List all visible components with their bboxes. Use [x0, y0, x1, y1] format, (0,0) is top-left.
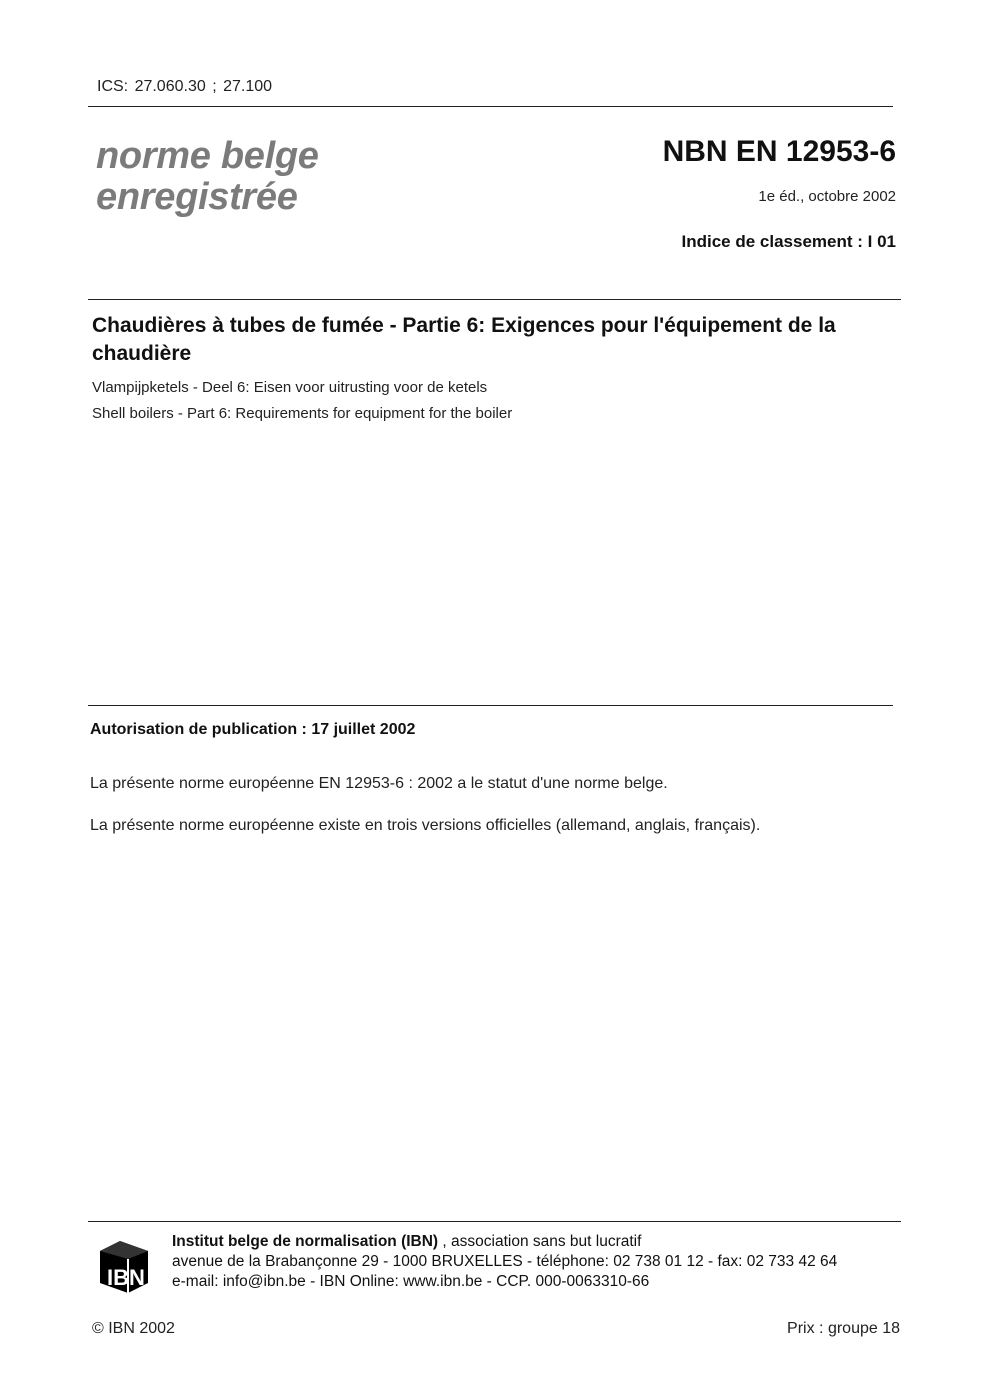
title-dutch: Vlampijpketels - Deel 6: Eisen voor uitrusting voor de ketels [92, 379, 488, 396]
header-rule [88, 106, 893, 107]
body-rule [88, 705, 893, 706]
title-english: Shell boilers - Part 6: Requirements for equipment for the boiler [92, 405, 513, 422]
price-group: Prix : groupe 18 [787, 1320, 900, 1337]
copyright: © IBN 2002 [92, 1320, 175, 1337]
institute-address: avenue de la Brabançonne 29 - 1000 BRUXELLES - téléphone: 02 738 01 12 - fax: 02 733 42 64 [172, 1253, 838, 1270]
ics-code: ICS: 27.060.30 ; 27.100 [97, 78, 273, 95]
edition-date: 1e éd., octobre 2002 [758, 188, 896, 205]
versions-paragraph: La présente norme européenne existe en trois versions officielles (allemand, anglais, français). [90, 817, 761, 834]
registration-line-2: enregistrée [96, 176, 298, 218]
ibn-logo-icon [96, 1237, 152, 1297]
registration-title [96, 136, 319, 218]
status-paragraph: La présente norme européenne EN 12953-6 : 2002 a le statut d'une norme belge. [90, 775, 668, 792]
registration-line-1: norme belge [96, 135, 319, 177]
ibn-logo [96, 1237, 152, 1297]
footer-rule [88, 1221, 901, 1222]
standard-number: NBN EN 12953-6 [662, 135, 896, 168]
institute-contact: e-mail: info@ibn.be - IBN Online: www.ibn.be - CCP. 000-0063310-66 [172, 1273, 650, 1290]
title-rule [88, 299, 901, 300]
institute-name-line [172, 1232, 837, 1252]
title-french: Chaudières à tubes de fumée - Partie 6: Exigences pour l'équipement de la chaudière [92, 314, 836, 365]
institute-block [172, 1232, 837, 1292]
institute-type: , association sans but lucratif [438, 1233, 642, 1250]
publication-authorisation: Autorisation de publication : 17 juillet 2002 [90, 721, 416, 738]
classification-index: Indice de classement : I 01 [681, 232, 896, 251]
institute-name: Institut belge de normalisation (IBN) [172, 1233, 439, 1250]
logo-lettering: IBN [107, 1265, 145, 1290]
